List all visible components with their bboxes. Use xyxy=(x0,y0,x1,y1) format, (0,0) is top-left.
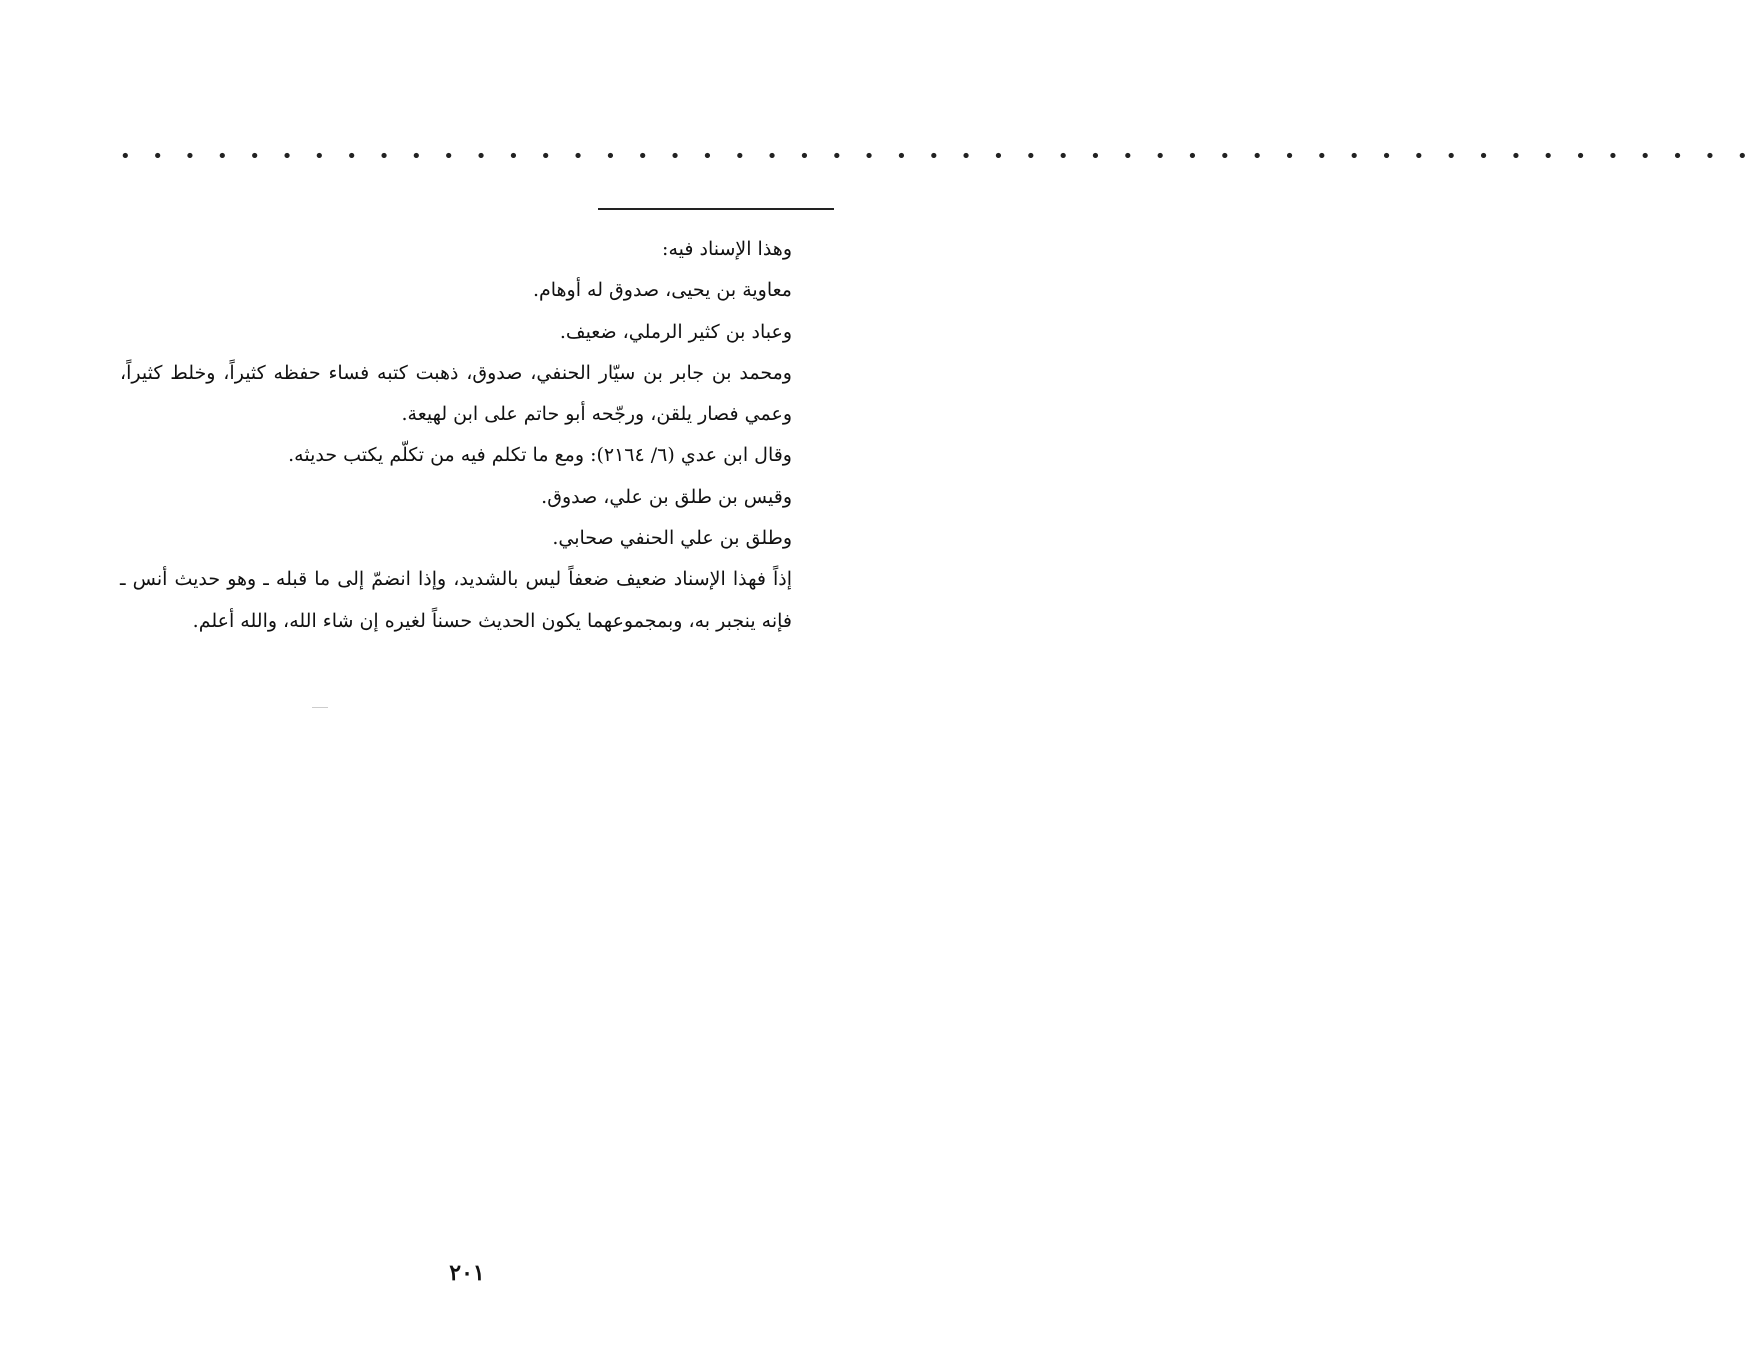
paragraph: وعباد بن كثير الرملي، ضعيف. xyxy=(559,320,792,343)
dotted-separator: • • • • • • • • • • • • • • • • • • • • • • • • • • • • • • • • • • • • • • • • • • • • • • • • • • • xyxy=(120,146,1756,167)
paragraph: إذاً فهذا الإسناد ضعيف ضعفاً ليس بالشديد، وإذا انضمّ إلى ما قبله ـ وهو حديث أنس ـ فإنه ينجبر به، وبمجموعهما يكون الحديث حسناً لغيره إن شاء الله، والله أعلم. xyxy=(120,568,792,632)
body-text xyxy=(120,229,832,642)
faint-mark xyxy=(312,707,328,708)
page-number: ٢٠١ xyxy=(449,1260,485,1286)
paragraph: معاوية بن يحيى، صدوق له أوهام. xyxy=(532,279,792,302)
paragraph: وهذا الإسناد فيه: xyxy=(662,238,792,260)
paragraph: ومحمد بن جابر بن سيّار الحنفي، صدوق، ذهبت كتبه فساء حفظه كثيراً، وخلط كثيراً، وعمي فصار يلقن، ورجّحه أبو حاتم على ابن لهيعة. xyxy=(120,361,792,426)
paragraph: وقيس بن طلق بن علي، صدوق. xyxy=(541,485,792,508)
paragraph: وقال ابن عدي (٦/ ٢١٦٤): ومع ما تكلم فيه من تكلّم يكتب حديثه. xyxy=(288,444,792,467)
footnote-rule xyxy=(598,208,834,210)
paragraph: وطلق بن علي الحنفي صحابي. xyxy=(552,527,792,550)
